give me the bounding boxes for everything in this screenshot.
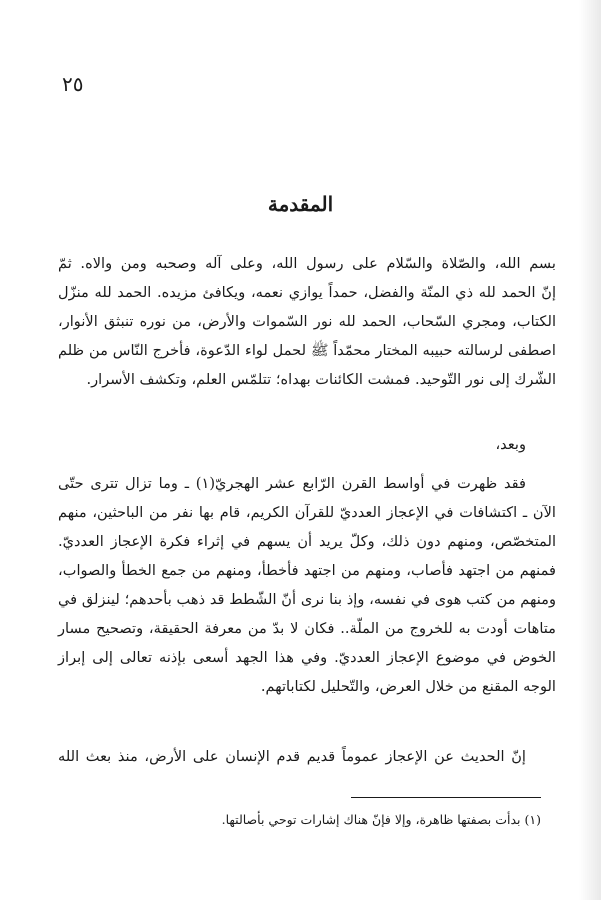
footnote: (١) بدأت بصفتها ظاهرة، وإلا فإنّ هناك إشارات توحي بأصالتها. (221, 812, 541, 827)
paragraph-line: إنّ الحديث عن الإعجاز عموماً قديم قدم الإنسان على الأرض، منذ بعث الله (58, 748, 526, 765)
closing-paragraph (58, 742, 556, 771)
paragraph-line: الخوض في موضوع الإعجاز العدديّ. وفي هذا الجهد أسعى بإذنه تعالى إلى إبراز (58, 649, 556, 666)
paragraph-line: الشّرك إلى نور التّوحيد. فمشت الكائنات بهداه؛ تتلمّس العلم، وتكشف الأسرار. (86, 371, 556, 388)
page-edge-shadow (579, 0, 601, 900)
transition-paragraph (58, 430, 556, 459)
section-heading: المقدمة (267, 192, 334, 216)
paragraph-line: متاهات أودت به للخروج من الملّة.. فكان لا بدّ من معرفة الحقيقة، وتصحيح مسار (58, 620, 556, 637)
paragraph-line: ومنهم من كتب هوى في نفسه، وإذ بنا نرى أنّ الشّطط قد ذهب بأحدهم؛ لينزلق في (58, 591, 556, 608)
paragraph-line: إنّ الحمد لله ذي المنّة والفضل، حمداً يوازي نعمه، ويكافئ مزيده. الحمد لله منزّل (58, 284, 556, 301)
paragraph-line: الوجه المقنع من خلال العرض، والتّحليل لكتاباتهم. (260, 678, 556, 695)
paragraph-line: الكتاب، ومجري السّحاب، الحمد لله نور السّموات والأرض، من نوره تنبثق الأنوار، (58, 313, 556, 330)
opening-paragraph (58, 249, 556, 394)
paragraph-line: بسم الله، والصّلاة والسّلام على رسول الله، وعلى آله وصحبه ومن والاه. ثمّ (58, 255, 556, 272)
paragraph-line: الآن ـ اكتشافات في الإعجاز العدديّ للقرآن الكريم، قام بها نفر من الباحثين، منهم (58, 504, 556, 521)
paragraph-line: اصطفى لرسالته حبيبه المختار محمّداً ﷺ لحمل لواء الدّعوة، فأخرج النّاس من ظلم (58, 342, 556, 359)
footnote-divider (351, 797, 541, 798)
transition-text: وبعد، (495, 436, 526, 453)
main-paragraph (58, 469, 556, 701)
paragraph-line: المتخصّص، ومنهم دون ذلك، وكلّ يريد أن يسهم في إثراء فكرة الإعجاز العدديّ. (58, 533, 556, 550)
paragraph-line: فمنهم من اجتهد فأصاب، ومنهم من اجتهد فأخطأ، ومنهم من جمع الخطأ والصواب، (58, 562, 556, 579)
paragraph-line: فقد ظهرت في أواسط القرن الرّابع عشر الهجريّ(١) ـ وما تزال تترى حتّى (58, 475, 526, 492)
page-number: ٢٥ (62, 72, 84, 96)
